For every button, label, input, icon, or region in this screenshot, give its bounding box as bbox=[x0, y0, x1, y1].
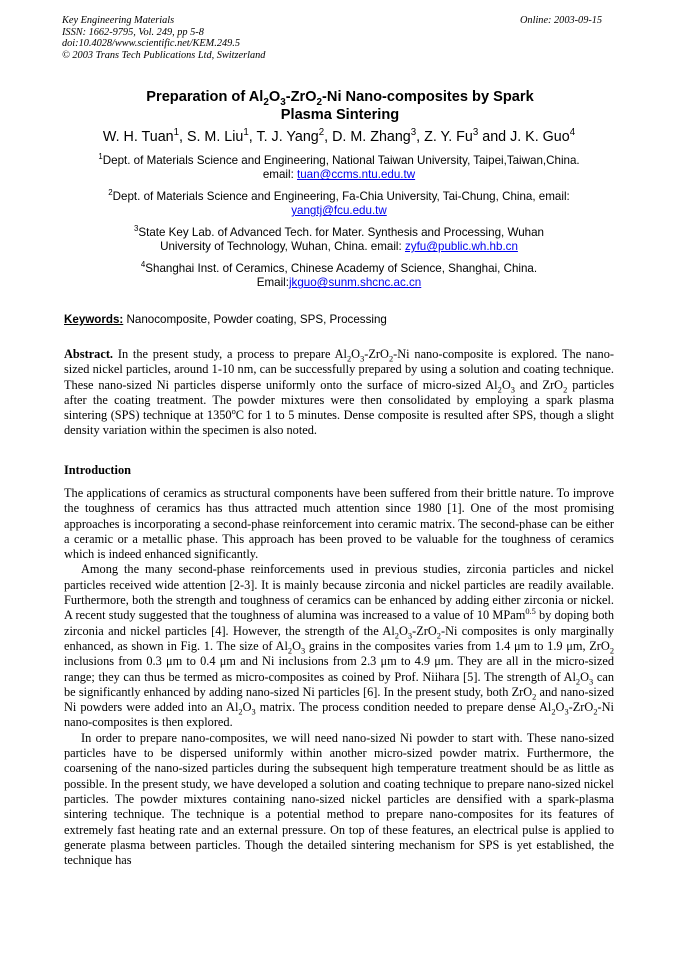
paragraph: In order to prepare nano-composites, we will need nano-sized Ni powder to start with. These nano-sized particles have to be dispersed uniformly within another micro-sized powder matrix. Furthermore, the coarsening of the nano-sized particles during the subsequent high temperature treatment should be as little as possible. In the present study, we have developed a solution and coating technique to prepare nano-sized nickel particles. The powder mixtures containing nano-sized nickel particles are densified with a spark-plasma sintering technique. The technique is a potential method to prepare nano-composites for its features of extremely fast heating rate and an external pressure. On top of these features, an electrical pulse is applied to generate plasma between particles. Though the detailed sintering mechanism for SPS is yet established, the technique has bbox=[64, 730, 614, 868]
paragraph: Among the many second-phase reinforcements used in previous studies, zirconia particles and nickel particles received wide attention [2-3]. It is mainly because zirconia and nickel particles are readily available. Furthermore, both the strength and toughness of ceramics can be enhanced by adding either zirconia or nickel. A recent study suggested that the toughness of alumina was increased to a value of 10 MPam$^{0.5}$ by doping both zirconia and nickel particles [4]. However, the strength of the $Al_2O_3-ZrO_2-Ni$ composites is only marginally enhanced, as shown in Fig. 1. The size of $Al_2O_3$ grains in the composites varies from 1.4 μm to 1.9 μm, ZrO$_2$ inclusions from 0.3 μm to 0.4 μm and Ni inclusions from 2.3 μm to 4.9 μm. They are all in the micro-sized range; they can thus be termed as micro-composites as coined by Prof. Niihara [5]. The strength of $Al_2O_3$ can be significantly enhanced by adding nano-sized Ni particles [6]. In the present study, both ZrO$_2$ and nano-sized Ni powders were added into an $Al_2O_3$ matrix. The process condition needed to prepare dense $Al_2O_3-ZrO_2-Ni$ nano-composites is then explored. bbox=[64, 562, 615, 730]
introduction-body bbox=[64, 486, 614, 868]
author-list: W. H. Tuan$^1$, S. M. Liu$^1$, T. J. Yang$^2$, D. M. Zhang$^3$, Z. Y. Fu$^3$ and J. K. Guo$^4$ bbox=[102, 127, 576, 145]
keywords-text: Nanocomposite, Powder coating, SPS, Processing bbox=[126, 313, 387, 326]
issn-line: ISSN: 1662-9795, Vol. 249, pp 5-8 bbox=[62, 26, 204, 38]
keywords bbox=[64, 313, 387, 327]
author: Z. Y. Fu bbox=[424, 129, 473, 145]
email-link[interactable]: zyfu@public.wh.hb.cn bbox=[404, 240, 518, 254]
paragraph: The applications of ceramics as structural components have been suffered from their brittle nature. To improve the toughness of ceramics has thus attracted much attention since 1980 [1]. One of the most promising approaches is incorporating a second-phase reinforcement into ceramic matrix. The second-phase can be either a ceramic or a metallic phase. This approach has been proved to be valuable for the toughness of ceramics which is indeed enhanced significantly. bbox=[64, 486, 614, 562]
journal-header bbox=[62, 15, 265, 61]
abstract-label: Abstract. bbox=[64, 347, 114, 361]
keywords-label: Keywords: bbox=[64, 313, 124, 326]
doi-line: doi:10.4028/www.scientific.net/KEM.249.5 bbox=[62, 38, 240, 50]
affiliation-4: $^4$Shanghai Inst. of Ceramics, Chinese Academy of Science, Shanghai, China. Email:jkguo@sunm.shcnc.ac.cn bbox=[140, 260, 538, 290]
author: S. M. Liu bbox=[186, 129, 244, 145]
abstract: Abstract. In the present study, a process to prepare $Al_2O_3-ZrO_2-Ni$ nano-composite is explored. The nano-sized nickel particles, around 1-10 nm, can be successfully prepared by using a solution and coating technique. These nano-sized Ni particles disperse uniformly onto the surface of micro-sized $Al_2O_3$ and ZrO$_2$ particles after the coating treatment. The powder mixtures were then consolidated by employing a spark plasma sintering (SPS) technique at 1350$^o$C for 1 to 5 minutes. Dense composite is resulted after SPS, though a slight density variation within the specimen is also noted. bbox=[64, 347, 615, 438]
email-link[interactable]: yangtj@fcu.edu.tw bbox=[291, 204, 387, 218]
journal-name: Key Engineering Materials bbox=[62, 15, 175, 26]
author: W. H. Tuan bbox=[102, 129, 174, 145]
paper-title: Preparation of $Al_2O_3-ZrO_2-Ni$ Nano-composites by Spark Plasma Sintering bbox=[146, 89, 534, 123]
affiliation-2: $^2$Dept. of Materials Science and Engineering, Fa-Chia University, Tai-Chung, China, email: yangtj@fcu.edu.tw bbox=[108, 188, 570, 218]
affiliation-1: $^1$Dept. of Materials Science and Engineering, National Taiwan University, Taipei,Taiwan,China. email: tuan@ccms.ntu.edu.tw bbox=[98, 152, 580, 182]
author: D. M. Zhang bbox=[332, 129, 411, 145]
email-link[interactable]: tuan@ccms.ntu.edu.tw bbox=[297, 168, 416, 182]
affiliation-3: $^3$State Key Lab. of Advanced Tech. for Mater. Synthesis and Processing, Wuhan University of Technology, Wuhan, China. email: zyfu@public.wh.hb.cn bbox=[134, 224, 544, 254]
section-heading: Introduction bbox=[64, 463, 131, 477]
online-date: Online: 2003-09-15 bbox=[520, 15, 603, 26]
author: T. J. Yang bbox=[256, 129, 319, 145]
copyright-line: © 2003 Trans Tech Publications Ltd, Switzerland bbox=[62, 49, 266, 61]
email-link[interactable]: jkguo@sunm.shcnc.ac.cn bbox=[288, 276, 422, 290]
author: J. K. Guo bbox=[510, 129, 570, 145]
